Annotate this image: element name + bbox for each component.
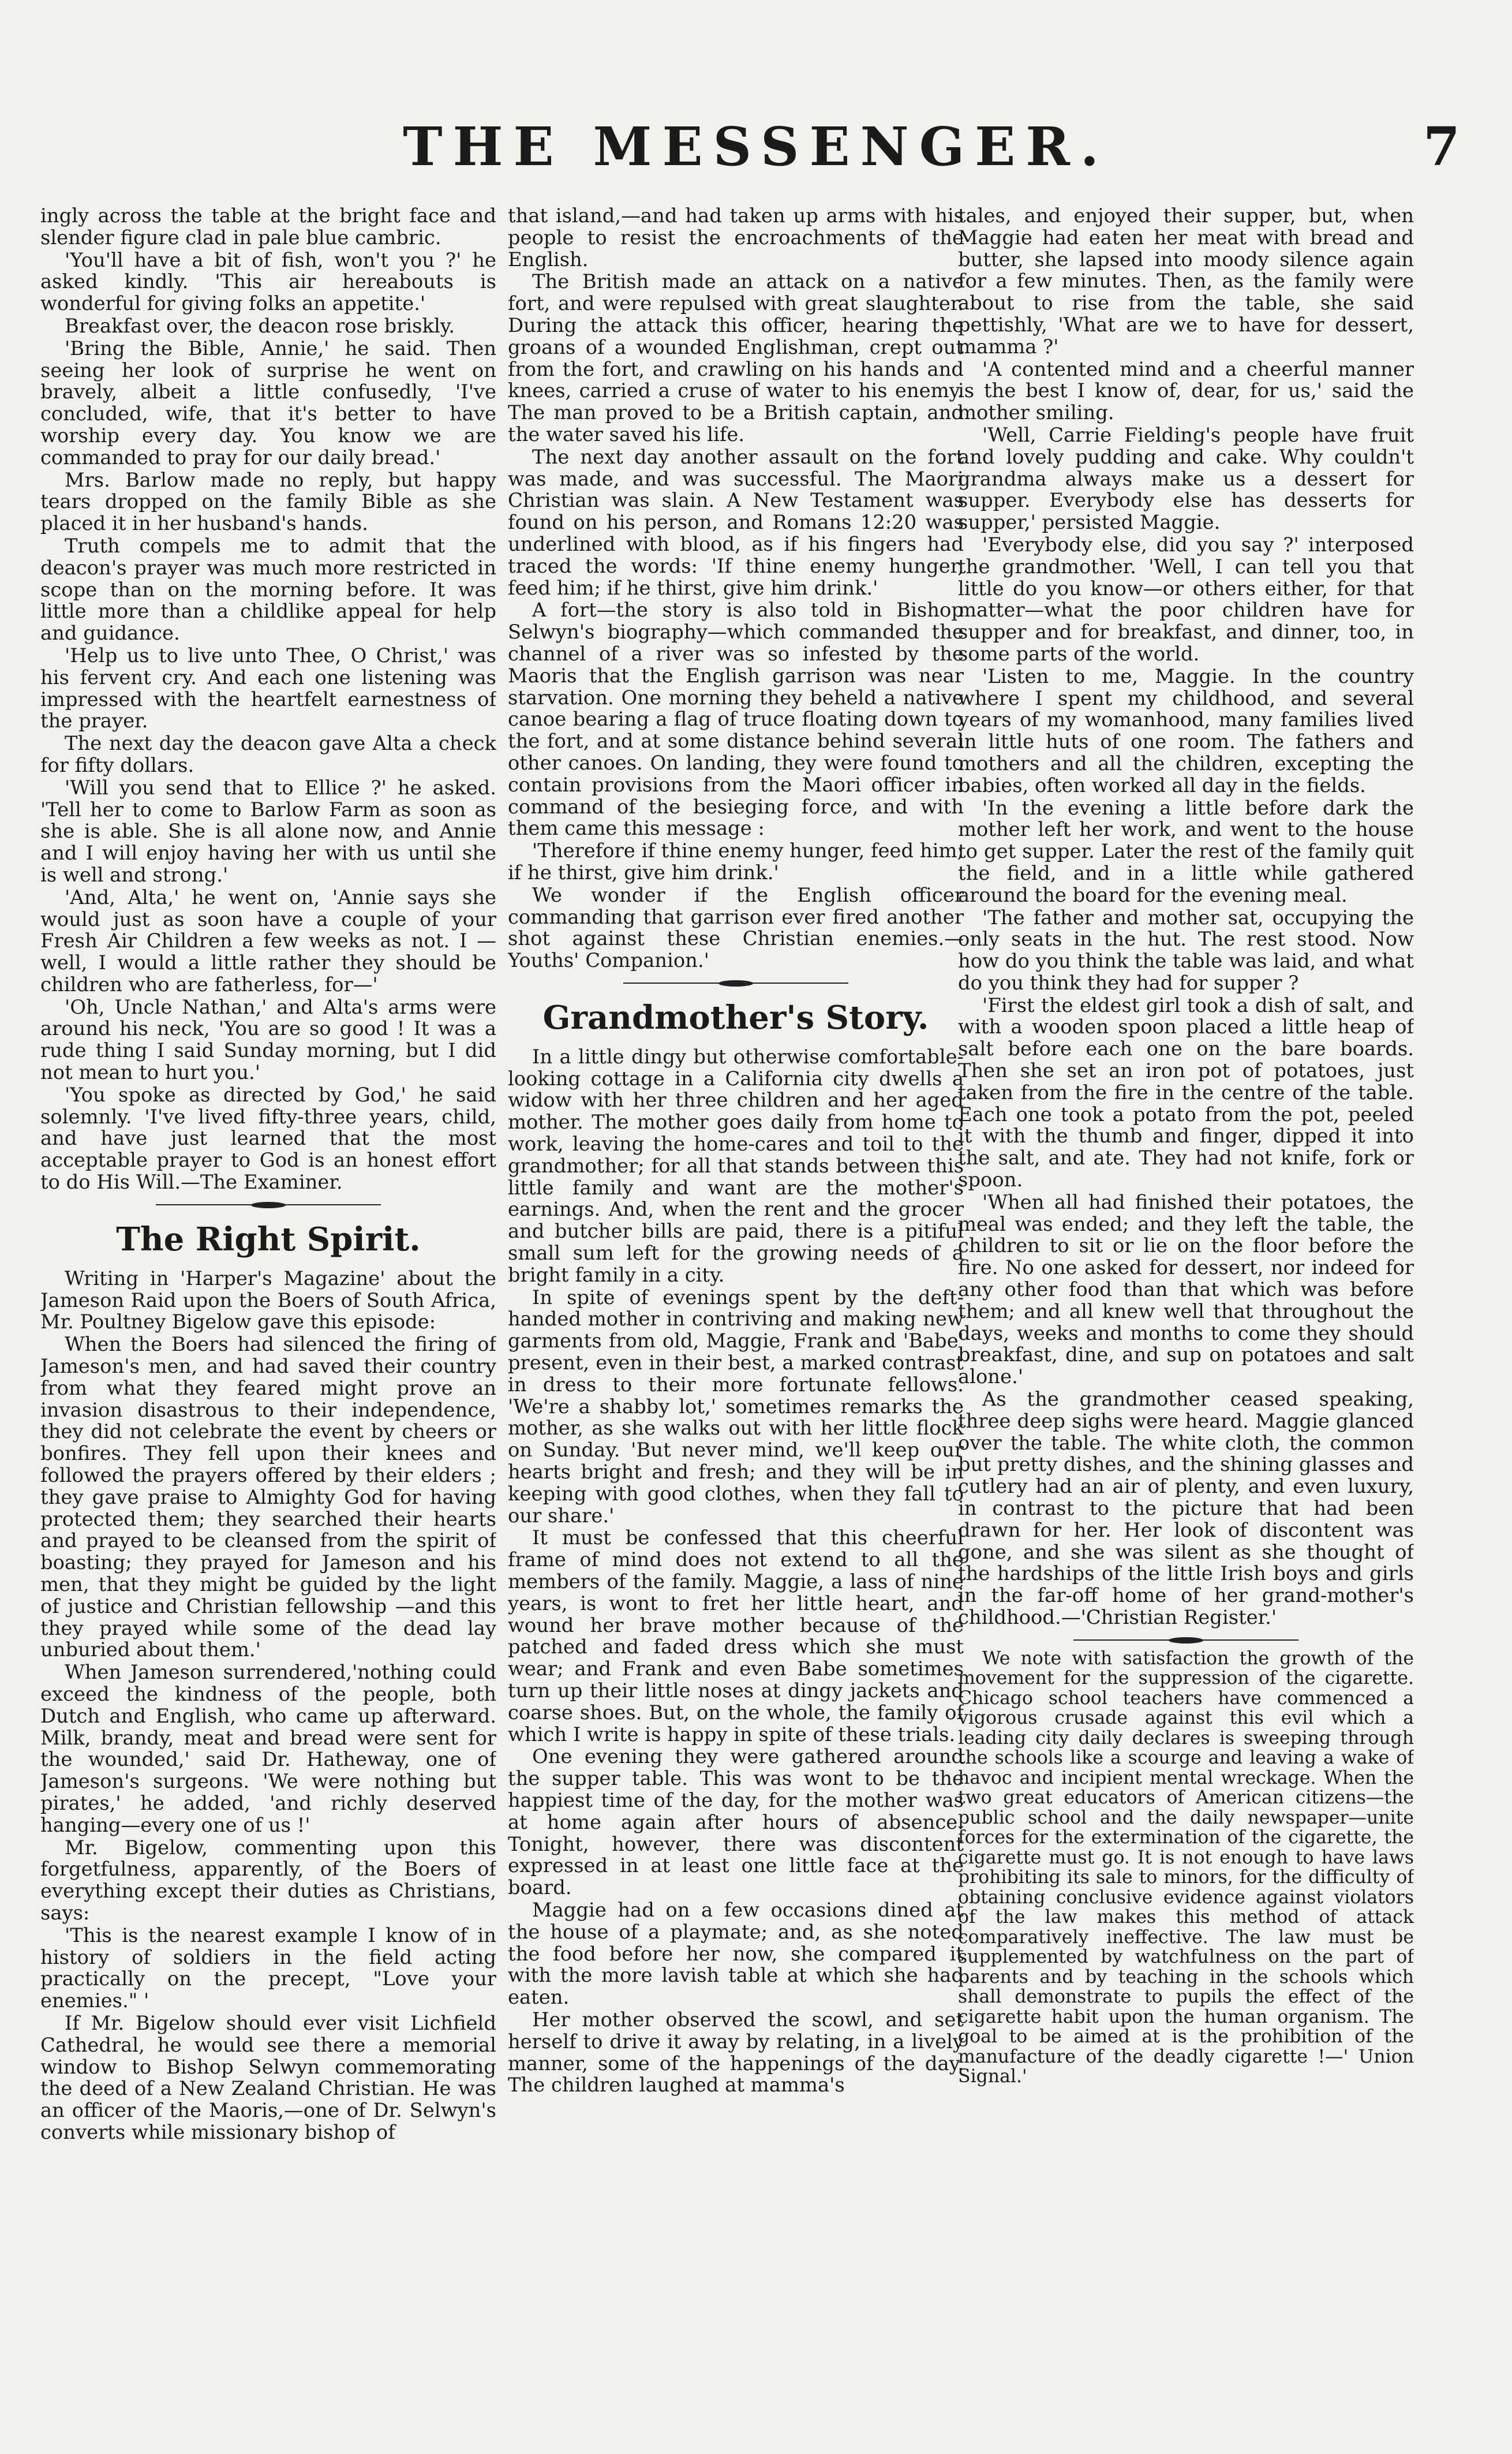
article-heading-grandmothers-story: Grandmother's Story. [542, 998, 929, 1037]
page-number: 7 [1423, 115, 1460, 178]
paragraph: In spite of evenings spent by the deft-handed mother in contriving and making new garments from old, Maggie, Frank and 'Babe' present, even in their best, a marked contrast in dress to their more fortunate fellows. 'We're a shabby lot,' sometimes remarks the mother, as she walks out with her little flock on Sunday. 'But never mind, we'll keep our hearts bright and fresh; and they will be in keeping with good clothes, when they fall to our share.' [508, 1286, 964, 1527]
paragraph: If Mr. Bigelow should ever visit Lichfield Cathedral, he would see there a memorial window to Bishop Selwyn commemorating the deed of a New Zealand Christian. He was an officer of the Maoris,—one of Dr. Selwyn's converts while missionary bishop of [40, 2011, 496, 2143]
paragraph: Mrs. Barlow made no reply, but happy tears dropped on the family Bible as she placed it in her husband's hands. [40, 468, 496, 535]
paragraph: 'You'll have a bit of fish, won't you ?' he asked kindly. 'This air hereabouts is wonderful for giving folks an appetite.' [40, 248, 496, 315]
column-1 [40, 205, 496, 2439]
paragraph: Truth compels me to admit that the deacon's prayer was much more restricted in scope than on the morning before. It was little more than a childlike appeal for help and guidance. [40, 534, 496, 645]
paragraph: 'In the evening a little before dark the mother left her work, and went to the house to get supper. Later the rest of the family quit the field, and in a little while gathered around the board for the evening meal. [958, 796, 1414, 906]
paragraph: The next day another assault on the fort was made, and was successful. The Maori Christian was slain. A New Testament was found on his person, and Romans 12:20 was underlined with blood, as if his fingers had traced the words: 'If thine enemy hunger, feed him; if he thirst, give him drink.' [508, 445, 964, 599]
paragraph: When Jameson surrendered,'nothing could exceed the kindness of the people, both Dutch and English, who came up afterward. Milk, brandy, meat and bread were sent for the wounded,' said Dr. Hatheway, one of Jameson's surgeons. 'We were nothing but pirates,' he added, 'and richly deserved hanging—every one of us !' [40, 1661, 496, 1836]
paragraph: We wonder if the English officer commanding that garrison ever fired another shot against these Christian enemies.—Youths' Companion.' [508, 883, 964, 972]
paragraph: 'You spoke as directed by God,' he said solemnly. 'I've lived fifty-three years, child, and have just learned that the most acceptable prayer to God is an honest effort to do His Will.—The Examiner. [40, 1083, 496, 1194]
paragraph: 'Will you send that to Ellice ?' he asked. 'Tell her to come to Barlow Farm as soon as she is able. She is all alone now, and Annie and I will enjoy having her with us until she is well and strong.' [40, 776, 496, 886]
article-heading-right-spirit: The Right Spirit. [116, 1220, 421, 1258]
paragraph: Mr. Bigelow, commenting upon this forgetfulness, apparently, of the Boers of everything except their duties as Christians, says: [40, 1836, 496, 1924]
paragraph: 'A contented mind and a cheerful manner is the best I know of, dear, for us,' said the mother smiling. [958, 357, 1414, 424]
paragraph: 'Everybody else, did you say ?' interposed the grandmother. 'Well, I can tell you that little do you know—or others either, for that matter—what the poor children have for supper and for breakfast, and dinner, too, in some parts of the world. [958, 533, 1414, 665]
paragraph: As the grandmother ceased speaking, three deep sighs were heard. Maggie glanced over the table. The white cloth, the common but pretty dishes, and the shining glasses and cutlery had an air of plenty, and even luxury, in contrast to the picture that had been drawn for her. Her look of discontent was gone, and she was silent as she thought of the hardships of the little Irish boys and girls in the far-off home of her grand-mother's childhood.—'Christian Register.' [958, 1388, 1414, 1628]
paragraph: Her mother observed the scowl, and set herself to drive it away by relating, in a lively manner, some of the happenings of the day. The children laughed at mamma's [508, 2008, 964, 2097]
paragraph: ingly across the table at the bright face and slender figure clad in pale blue cambric. [40, 205, 496, 249]
column-3 [958, 205, 1414, 2439]
paragraph: 'First the eldest girl took a dish of salt, and with a wooden spoon placed a little heap of salt before each one on the bare boards. Then she set an iron pot of potatoes, just taken from the fire in the centre of the table. Each one took a potato from the pot, peeled it with the thumb and finger, dipped it into the salt, and ate. They had not knife, fork or spoon. [958, 993, 1414, 1191]
paragraph: The next day the deacon gave Alta a check for fifty dollars. [40, 732, 496, 776]
paragraph: The British made an attack on a native fort, and were repulsed with great slaughter. During the attack this officer, hearing the groans of a wounded Englishman, crept out from the fort, and crawling on his hands and knees, carried a cruse of water to his enemy. The man proved to be a British captain, and the water saved his life. [508, 270, 964, 446]
paragraph: 'Listen to me, Maggie. In the country where I spent my childhood, and several years of my womanhood, many families lived in little huts of one room. The fathers and mothers and all the children, excepting the babies, often worked all day in the fields. [958, 664, 1414, 797]
masthead [35, 115, 1477, 214]
newspaper-title: THE MESSENGER. [403, 115, 1109, 178]
section-divider [156, 1204, 381, 1207]
paragraph: One evening they were gathered around the supper table. This was wont to be the happiest time of the day, for the mother was at home again after hours of absence. Tonight, however, there was discontent expressed in at least one little face at the board. [508, 1745, 964, 1899]
paragraph: 'Oh, Uncle Nathan,' and Alta's arms were around his neck, 'You are so good ! It was a rude thing I said Sunday morning, but I did not mean to hurt you.' [40, 995, 496, 1084]
paragraph: tales, and enjoyed their supper, but, when Maggie had eaten her meat with bread and butter, she lapsed into moody silence again for a few minutes. Then, as the family were about to rise from the table, she said pettishly, 'What are we to have for dessert, mamma ?' [958, 205, 1414, 358]
paragraph: Breakfast over, the deacon rose briskly. [65, 314, 455, 337]
paragraph: 'This is the nearest example I know of in history of soldiers in the field acting practically on the precept, "Love your enemies." ' [40, 1923, 496, 2012]
paragraph: 'The father and mother sat, occupying the only seats in the hut. The rest stood. Now how do you think the table was laid, and what do you think they had for supper ? [958, 906, 1414, 994]
paragraph: 'Therefore if thine enemy hunger, feed him; if he thirst, give him drink.' [508, 839, 964, 884]
paragraph: Maggie had on a few occasions dined at the house of a playmate; and, as she noted the food before her now, she compared it with the more lavish table at which she had eaten. [508, 1898, 964, 2009]
paragraph: that island,—and had taken up arms with his people to resist the encroachments of the English. [508, 205, 964, 271]
paragraph: In a little dingy but otherwise comfortable-looking cottage in a California city dwells a widow with her three children and her aged mother. The mother goes daily from home to work, leaving the home-cares and toil to the grandmother; for all that stands between this little family and want are the mother's earnings. And, when the rent and the grocer and butcher bills are paid, there is a pitiful small sum left for the growing needs of a bright family in a city. [508, 1045, 964, 1286]
paragraph: 'And, Alta,' he went on, 'Annie says she would just as soon have a couple of your Fresh Air Children a few weeks as not. I —well, I would a little rather they should be children who are fatherless, for—' [40, 886, 496, 996]
paragraph: It must be confessed that this cheerful frame of mind does not extend to all the members of the family. Maggie, a lass of nine years, is wont to fret her little heart, and wound her brave mother because of the patched and faded dress which she must wear; and Frank and even Babe sometimes turn up their little noses at dingy jackets and coarse shoes. But, on the whole, the family of which I write is happy in spite of these trials. [508, 1526, 964, 1746]
paragraph: 'Well, Carrie Fielding's people have fruit and lovely pudding and cake. Why couldn't grandma always make us a dessert for supper. Everybody else has desserts for supper,' persisted Maggie. [958, 423, 1414, 534]
paragraph-cigarette-note: We note with satisfaction the growth of the movement for the suppression of the cigarette. Chicago school teachers have commenced a vigorous crusade against this evil which a leading city daily declares is sweeping through the schools like a scourge and leaving a wake of havoc and incipient mental wreckage. When the two great educators of American citizens—the public school and the daily newspaper—unite forces for the extermination of the cigarette, the cigarette must go. It is not enough to have laws prohibiting its sale to minors, for the difficulty of obtaining conclusive evidence against violators of the law makes this method of attack comparatively ineffective. The law must be supplemented by watchfulness on the part of parents and by teaching in the schools which shall demonstrate to pupils the effect of the cigarette habit upon the human organism. The goal to be aimed at is the prohibition of the manufacture of the deadly cigarette !—' Union Signal.' [958, 1648, 1414, 2087]
paragraph: A fort—the story is also told in Bishop Selwyn's biography—which commanded the channel of a river was so infested by the Maoris that the English garrison was near starvation. One morning they beheld a native canoe bearing a flag of truce floating down to the fort, and at some distance behind several other canoes. On landing, they were found to contain provisions from the Maori officer in command of the besieging force, and with them came this message : [508, 599, 964, 840]
section-divider [1073, 1639, 1298, 1642]
column-2 [508, 205, 964, 2439]
paragraph: Writing in 'Harper's Magazine' about the Jameson Raid upon the Boers of South Africa, Mr. Poultney Bigelow gave this episode: [40, 1267, 496, 1334]
paragraph: 'When all had finished their potatoes, the meal was ended; and they left the table, the children to sit or lie on the floor before the fire. No one asked for dessert, nor indeed for any other food than that which was before them; and all knew well that throughout the days, weeks and months to come they should breakfast, dine, and sup on potatoes and salt alone.' [958, 1190, 1414, 1388]
section-divider [623, 982, 848, 985]
paragraph: 'Bring the Bible, Annie,' he said. Then seeing her look of surprise he went on bravely, albeit a little confusedly, 'I've concluded, wife, that it's better to have worship every day. You know we are commanded to pray for our daily bread.' [40, 337, 496, 469]
paragraph: When the Boers had silenced the firing of Jameson's men, and had saved their country from what they feared might prove an invasion disastrous to their independence, they did not celebrate the event by cheers or bonfires. They fell upon their knees and followed the prayers offered by their elders ; they gave praise to Almighty God for having protected them; they searched their hearts and prayed to be cleansed from the spirit of boasting; they prayed for Jameson and his men, that they might be guided by the light of justice and Christian fellowship —and this they prayed while some of the dead lay unburied about them.' [40, 1333, 496, 1661]
paragraph: 'Help us to live unto Thee, O Christ,' was his fervent cry. And each one listening was impressed with the heartfelt earnestness of the prayer. [40, 644, 496, 733]
